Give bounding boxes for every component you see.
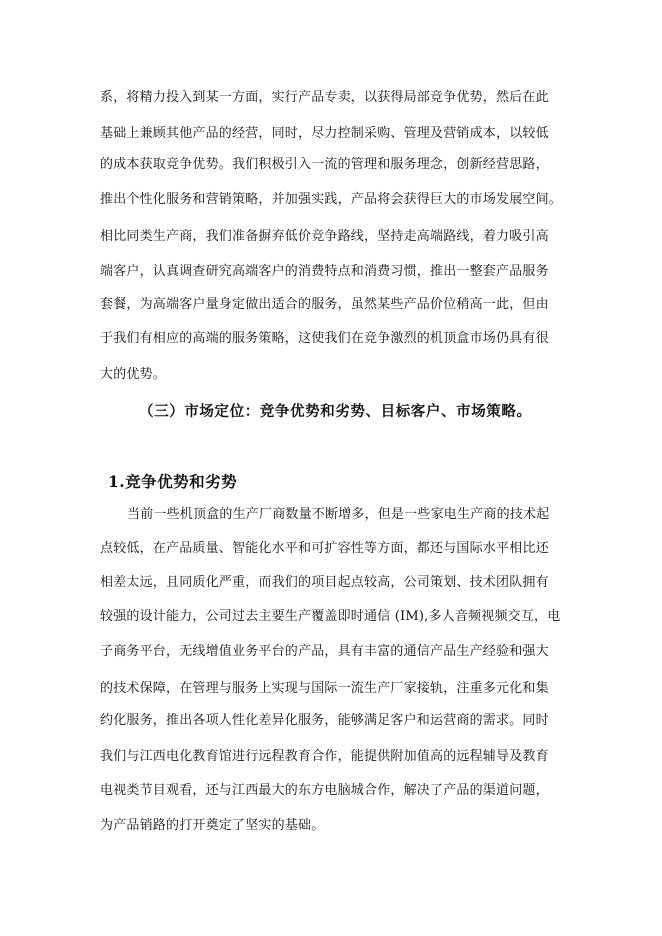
sub-heading: 1.竞争优势和劣势 <box>108 472 238 491</box>
text-line: 约化服务，推出各项人性化差异化服务，能够满足客户和运营商的需求。同时 <box>100 713 549 728</box>
text-line: 相差太远，且同质化严重，而我们的项目起点较高，公司策划、技术团队拥有 <box>100 575 549 590</box>
text-line: 套餐，为高端客户量身定做出适合的服务，虽然某些产品价位稍高一此，但由 <box>100 297 549 312</box>
text-line: 当前一些机顶盒的生产厂商数量不断增多，但是一些家电生产商的技术起 <box>127 507 550 522</box>
text-line: 的成本获取竞争优势。我们积极引入一流的管理和服务理念，创新经营思路， <box>100 157 549 172</box>
text-line: 子商务平台，无线增值业务平台的产品，具有丰富的通信产品生产经验和强大 <box>100 644 549 659</box>
text-line: 基础上兼顾其他产品的经营，同时，尽力控制采购、管理及营销成本，以较低 <box>100 126 549 141</box>
text-line: 相比同类生产商，我们准备摒弃低价竞争路线，坚持走高端路线，着力吸引高 <box>100 229 549 244</box>
text-line: 为产品销路的打开奠定了坚实的基础。 <box>100 818 325 833</box>
text-line: 我们与江西电化教育馆进行远程教育合作，能提供附加值高的远程辅导及教育 <box>100 749 549 764</box>
text-line: 的技术保障，在管理与服务上实现与国际一流生产厂家接轨，注重多元化和集 <box>100 681 549 696</box>
section-heading: （三）市场定位：竞争优势和劣势、目标客户、市场策略。 <box>139 403 532 420</box>
text-line: 点较低，在产品质量、智能化水平和可扩容性等方面，都还与国际水平相比还 <box>100 541 549 556</box>
text-line: 电视类节目观看，还与江西最大的东方电脑城合作，解决了产品的渠道问题， <box>100 783 549 798</box>
text-line: 较强的设计能力，公司过去主要生产覆盖即时通信 (IM),多人音频视频交互，电 <box>100 609 561 624</box>
text-line: 系，将精力投入到某一方面，实行产品专卖，以获得局部竞争优势，然后在此 <box>100 90 549 105</box>
text-line: 于我们有相应的高端的服务策略，这使我们在竞争激烈的机顶盒市场仍具有很 <box>100 331 549 346</box>
text-line: 推出个性化服务和营销策略，并加强实践，产品将会获得巨大的市场发展空间。 <box>100 192 563 207</box>
text-line: 大的优势。 <box>100 367 167 382</box>
text-line: 端客户，认真调查研究高端客户的消费特点和消费习惯，推出一整套产品服务 <box>100 264 549 279</box>
